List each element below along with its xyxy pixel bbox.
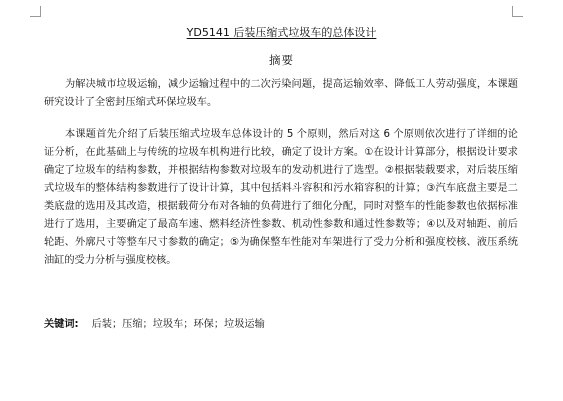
abstract-paragraph-2: 本课题首先介绍了后装压缩式垃圾车总体设计的 5 个原则，然后对这 6 个原则依次进行了详细的论证分析，在此基础上与传统的垃圾车机构进行比较，确定了设计方案。①在设计计算部分，根据设计要求确定了垃圾车的结构参数，并根据结构参数对垃圾车的发动机进行了选型。②根据装载要求，对后装压缩式垃圾车的整体结构参数进行了设计计算，其中包括料斗容积和污水箱容积的计算；③汽车底盘主要是二类底盘的选用及其改造，根据载荷分布对各轴的负荷进行了细化分配，同时对整车的性能参数也依据标准进行了选用，主要确定了最高车速、燃料经济性参数、机动性参数和通过性参数等；④以及对轴距、前后轮距、外廓尺寸等整车尺寸参数的确定；⑤为确保整车性能对车架进行了受力分析和强度校核、液压系统油缸的受力分析与强度校核。 [44,129,518,266]
page-corner-mark-right [512,6,523,17]
document-title-line [0,26,563,40]
keywords-line [44,318,265,332]
keywords-spacer [82,319,88,330]
document-title: YD5141 后装压缩式垃圾车的总体设计 [186,26,377,39]
abstract-paragraph-1: 为解决城市垃圾运输，减少运输过程中的二次污染问题，提高运输效率、降低工人劳动强度，本课题研究设计了全密封压缩式环保垃圾车。 [44,79,518,108]
keywords-label: 关键词: [44,319,79,330]
abstract-heading: 摘要 [269,53,294,67]
page-corner-mark-left [30,6,41,17]
keywords-list: 后装；压缩；垃圾车；环保；垃圾运输 [91,319,265,330]
